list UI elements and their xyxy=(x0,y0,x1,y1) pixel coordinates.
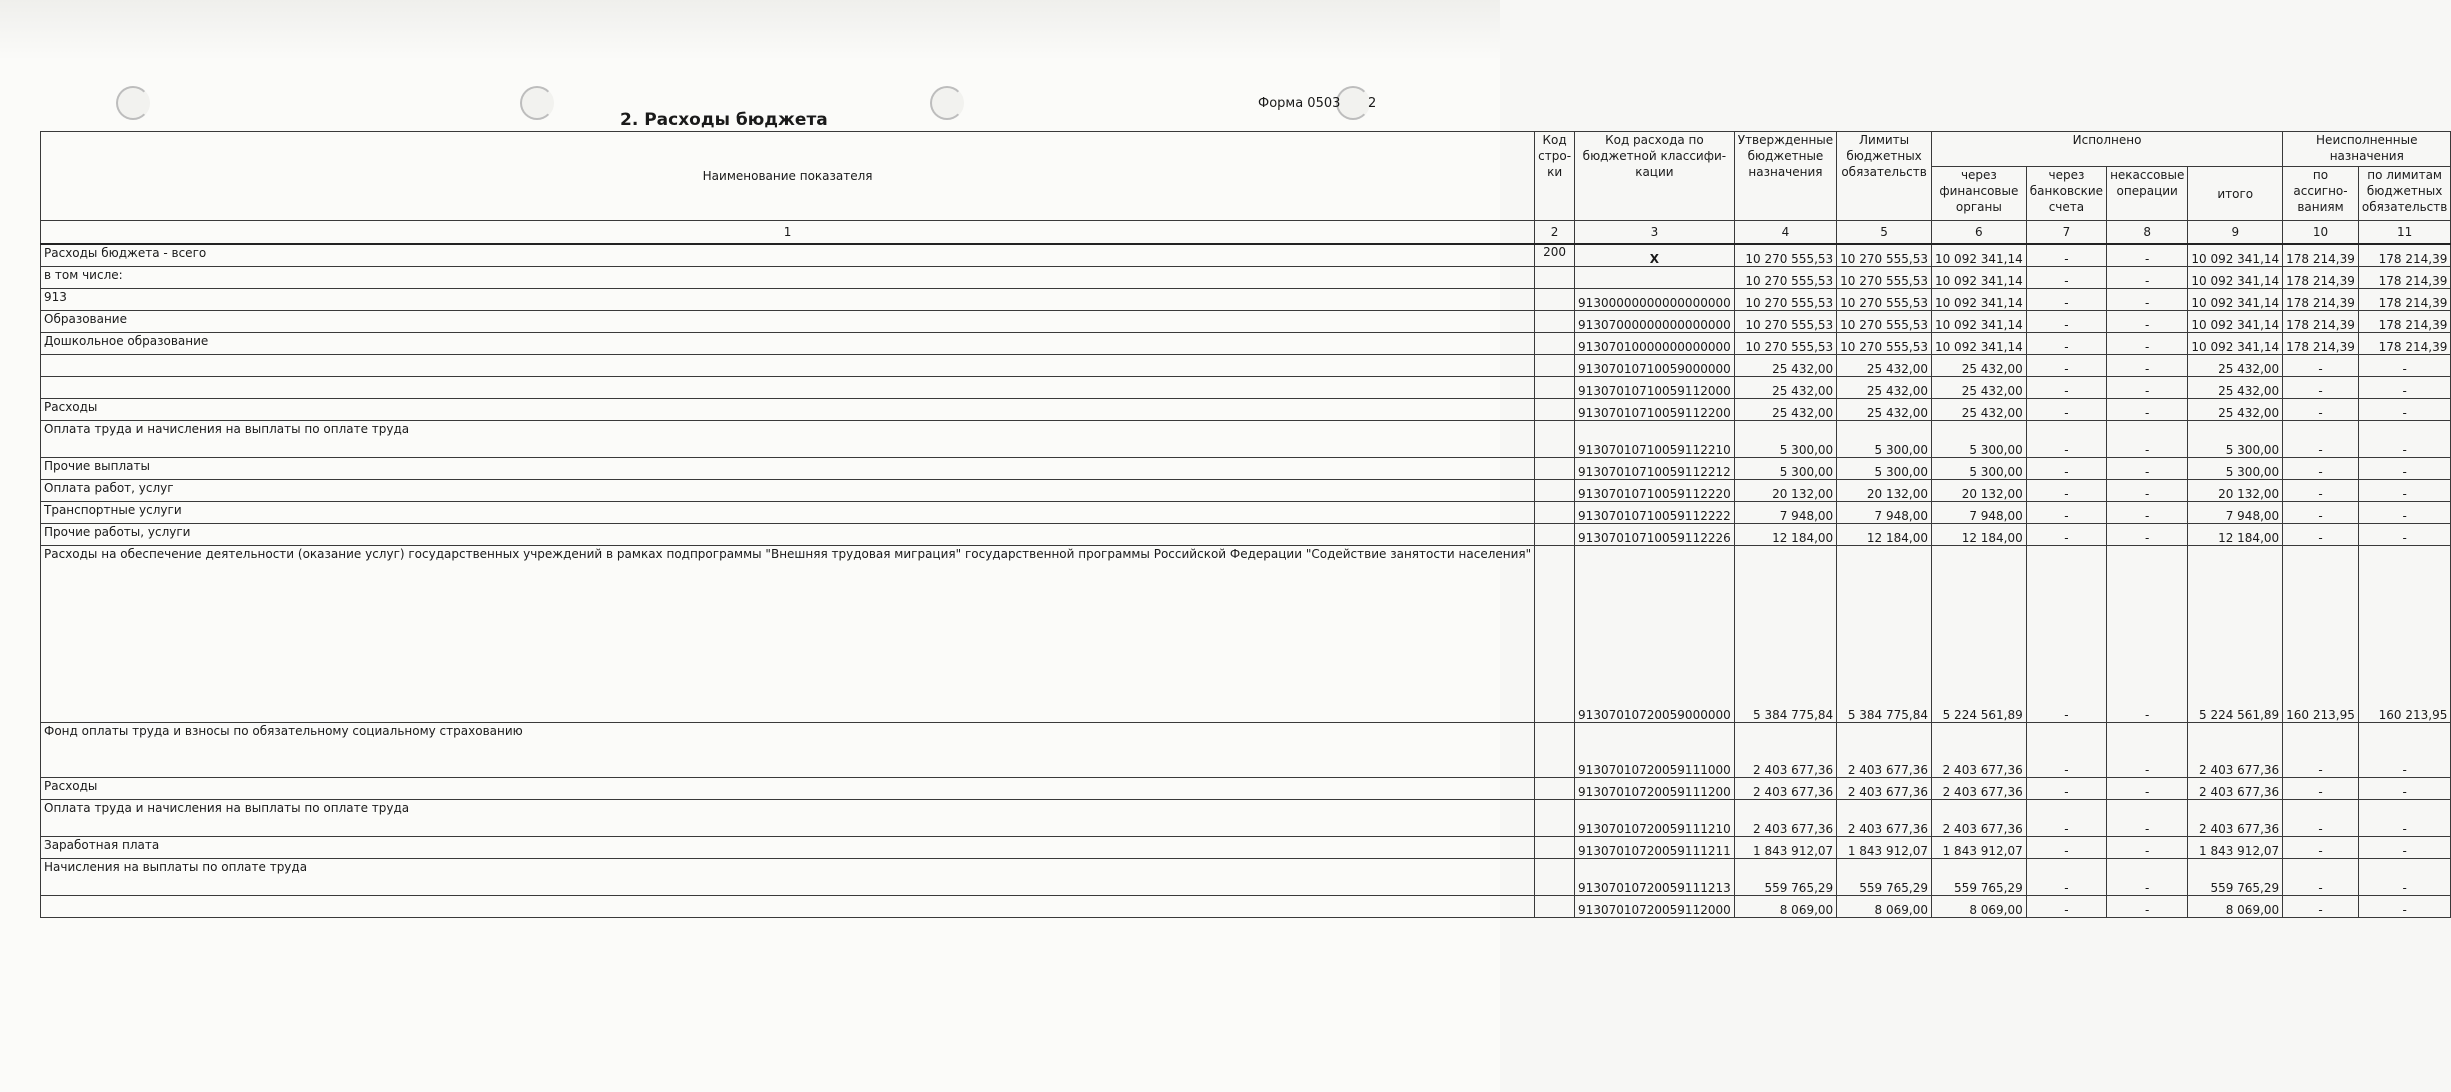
row-line-code xyxy=(1535,546,1575,723)
row-exec-fin: 10 092 341,14 xyxy=(1931,289,2026,311)
punch-hole-icon xyxy=(930,86,964,120)
row-unexec-assign: 178 214,39 xyxy=(2283,244,2359,267)
row-approved: 10 270 555,53 xyxy=(1734,244,1836,267)
row-approved: 12 184,00 xyxy=(1734,524,1836,546)
row-exec-bank: - xyxy=(2026,289,2106,311)
table-row xyxy=(41,333,2451,355)
row-unexec-limits: - xyxy=(2358,837,2450,859)
row-unexec-assign: 178 214,39 xyxy=(2283,267,2359,289)
col-total-header: итого xyxy=(2188,167,2283,221)
row-name: в том числе: xyxy=(41,267,1535,289)
table-row xyxy=(41,421,2451,458)
col-assign-header: по ассигно- ваниям xyxy=(2283,167,2359,221)
row-name: Прочие выплаты xyxy=(41,458,1535,480)
row-exec-noncash: - xyxy=(2107,837,2188,859)
row-approved: 25 432,00 xyxy=(1734,377,1836,399)
col-number: 2 xyxy=(1535,221,1575,245)
row-unexec-limits: - xyxy=(2358,800,2450,837)
row-name: Оплата труда и начисления на выплаты по оплате труда xyxy=(41,800,1535,837)
row-exec-fin: 10 092 341,14 xyxy=(1931,244,2026,267)
row-approved: 10 270 555,53 xyxy=(1734,311,1836,333)
table-row xyxy=(41,289,2451,311)
row-limits: 5 300,00 xyxy=(1837,421,1932,458)
row-line-code xyxy=(1535,333,1575,355)
row-exec-total: 12 184,00 xyxy=(2188,524,2283,546)
row-exec-total: 10 092 341,14 xyxy=(2188,311,2283,333)
row-exec-total: 10 092 341,14 xyxy=(2188,289,2283,311)
table-row xyxy=(41,546,2451,723)
row-unexec-limits: - xyxy=(2358,778,2450,800)
row-exec-bank: - xyxy=(2026,546,2106,723)
row-unexec-assign: 178 214,39 xyxy=(2283,289,2359,311)
row-line-code xyxy=(1535,289,1575,311)
row-exec-noncash: - xyxy=(2107,421,2188,458)
col-noncash-header: некассовые операции xyxy=(2107,167,2188,221)
row-approved: 1 843 912,07 xyxy=(1734,837,1836,859)
row-exec-total: 2 403 677,36 xyxy=(2188,778,2283,800)
row-name: Заработная плата xyxy=(41,837,1535,859)
row-exec-noncash: - xyxy=(2107,723,2188,778)
row-budget-code: 91307010710059112220 xyxy=(1575,480,1735,502)
row-exec-noncash: - xyxy=(2107,333,2188,355)
row-budget-code: 91300000000000000000 xyxy=(1575,289,1735,311)
col-number: 5 xyxy=(1837,221,1932,245)
row-exec-noncash: - xyxy=(2107,546,2188,723)
row-name: Фонд оплаты труда и взносы по обязательному социальному страхованию xyxy=(41,723,1535,778)
row-exec-noncash: - xyxy=(2107,289,2188,311)
row-limits: 25 432,00 xyxy=(1837,355,1932,377)
row-exec-noncash: - xyxy=(2107,480,2188,502)
row-exec-fin: 8 069,00 xyxy=(1931,896,2026,918)
row-unexec-assign: - xyxy=(2283,778,2359,800)
row-unexec-limits: - xyxy=(2358,723,2450,778)
row-line-code xyxy=(1535,355,1575,377)
row-line-code xyxy=(1535,524,1575,546)
row-line-code xyxy=(1535,458,1575,480)
table-body xyxy=(41,244,2451,918)
table-row xyxy=(41,723,2451,778)
row-budget-code: 91307010720059112000 xyxy=(1575,896,1735,918)
row-unexec-limits: - xyxy=(2358,458,2450,480)
sheet-number: 2 xyxy=(1368,96,1377,111)
row-exec-noncash: - xyxy=(2107,267,2188,289)
row-unexec-assign: - xyxy=(2283,896,2359,918)
row-name: Оплата работ, услуг xyxy=(41,480,1535,502)
row-approved: 2 403 677,36 xyxy=(1734,778,1836,800)
row-budget-code: 91307010710059112222 xyxy=(1575,502,1735,524)
row-approved: 559 765,29 xyxy=(1734,859,1836,896)
column-numbers-row xyxy=(41,221,2451,245)
row-unexec-assign: 160 213,95 xyxy=(2283,546,2359,723)
row-name xyxy=(41,896,1535,918)
table-row xyxy=(41,480,2451,502)
row-unexec-assign: - xyxy=(2283,859,2359,896)
col-number: 8 xyxy=(2107,221,2188,245)
row-exec-fin: 7 948,00 xyxy=(1931,502,2026,524)
row-name: Начисления на выплаты по оплате труда xyxy=(41,859,1535,896)
row-unexec-limits: - xyxy=(2358,421,2450,458)
row-budget-code: 91307010710059112200 xyxy=(1575,399,1735,421)
row-exec-total: 10 092 341,14 xyxy=(2188,267,2283,289)
row-approved: 20 132,00 xyxy=(1734,480,1836,502)
row-approved: 25 432,00 xyxy=(1734,399,1836,421)
row-exec-bank: - xyxy=(2026,480,2106,502)
row-unexec-assign: 178 214,39 xyxy=(2283,333,2359,355)
row-budget-code: 91307010720059111213 xyxy=(1575,859,1735,896)
row-unexec-limits: - xyxy=(2358,859,2450,896)
row-name: Расходы xyxy=(41,399,1535,421)
row-exec-bank: - xyxy=(2026,896,2106,918)
table-row xyxy=(41,355,2451,377)
col-number: 3 xyxy=(1575,221,1735,245)
row-unexec-assign: 178 214,39 xyxy=(2283,311,2359,333)
row-exec-fin: 5 300,00 xyxy=(1931,421,2026,458)
row-exec-fin: 25 432,00 xyxy=(1931,355,2026,377)
col-number: 9 xyxy=(2188,221,2283,245)
col-line-header: Код стро- ки xyxy=(1535,132,1575,221)
row-limits: 12 184,00 xyxy=(1837,524,1932,546)
row-unexec-assign: - xyxy=(2283,723,2359,778)
row-exec-fin: 5 224 561,89 xyxy=(1931,546,2026,723)
row-unexec-limits: 178 214,39 xyxy=(2358,333,2450,355)
row-approved: 10 270 555,53 xyxy=(1734,333,1836,355)
row-unexec-assign: - xyxy=(2283,800,2359,837)
row-exec-bank: - xyxy=(2026,244,2106,267)
row-exec-fin: 2 403 677,36 xyxy=(1931,723,2026,778)
row-exec-noncash: - xyxy=(2107,458,2188,480)
row-name: Расходы на обеспечение деятельности (оказание услуг) государственных учреждений в рамках подпрограммы "Внешняя трудовая миграция" государственной программы Российской Федерации "Содействие занятости населения" xyxy=(41,546,1535,723)
row-exec-bank: - xyxy=(2026,837,2106,859)
row-exec-fin: 20 132,00 xyxy=(1931,480,2026,502)
row-limits: 10 270 555,53 xyxy=(1837,244,1932,267)
row-exec-total: 2 403 677,36 xyxy=(2188,800,2283,837)
row-unexec-assign: - xyxy=(2283,837,2359,859)
row-line-code xyxy=(1535,896,1575,918)
row-exec-bank: - xyxy=(2026,723,2106,778)
row-limits: 1 843 912,07 xyxy=(1837,837,1932,859)
row-approved: 5 300,00 xyxy=(1734,458,1836,480)
row-name: Расходы бюджета - всего xyxy=(41,244,1535,267)
row-exec-noncash: - xyxy=(2107,377,2188,399)
row-exec-noncash: - xyxy=(2107,896,2188,918)
row-budget-code: 91307010720059111211 xyxy=(1575,837,1735,859)
row-budget-code xyxy=(1575,267,1735,289)
row-approved: 5 384 775,84 xyxy=(1734,546,1836,723)
row-limits: 2 403 677,36 xyxy=(1837,778,1932,800)
row-exec-noncash: - xyxy=(2107,355,2188,377)
row-limits: 7 948,00 xyxy=(1837,502,1932,524)
row-line-code xyxy=(1535,267,1575,289)
row-name: Образование xyxy=(41,311,1535,333)
row-approved: 2 403 677,36 xyxy=(1734,723,1836,778)
row-exec-fin: 12 184,00 xyxy=(1931,524,2026,546)
row-line-code xyxy=(1535,723,1575,778)
row-exec-bank: - xyxy=(2026,502,2106,524)
row-budget-code: 91307010710059112210 xyxy=(1575,421,1735,458)
col-approved-header: Утвержденные бюджетные назначения xyxy=(1734,132,1836,221)
row-exec-fin: 1 843 912,07 xyxy=(1931,837,2026,859)
table-row xyxy=(41,778,2451,800)
row-exec-fin: 2 403 677,36 xyxy=(1931,800,2026,837)
page-title: 2. Расходы бюджета xyxy=(620,110,828,130)
row-exec-total: 1 843 912,07 xyxy=(2188,837,2283,859)
col-number: 6 xyxy=(1931,221,2026,245)
row-unexec-limits: - xyxy=(2358,355,2450,377)
table-row xyxy=(41,244,2451,267)
row-unexec-assign: - xyxy=(2283,377,2359,399)
row-budget-code: 91307010710059000000 xyxy=(1575,355,1735,377)
row-exec-total: 7 948,00 xyxy=(2188,502,2283,524)
form-label: Форма 0503 xyxy=(1258,96,1341,111)
col-fin-header: через финансовые органы xyxy=(1931,167,2026,221)
row-name: Расходы xyxy=(41,778,1535,800)
row-limits: 10 270 555,53 xyxy=(1837,267,1932,289)
col-number: 1 xyxy=(41,221,1535,245)
row-approved: 10 270 555,53 xyxy=(1734,267,1836,289)
row-exec-noncash: - xyxy=(2107,502,2188,524)
table-row xyxy=(41,896,2451,918)
row-exec-bank: - xyxy=(2026,377,2106,399)
row-limits: 10 270 555,53 xyxy=(1837,333,1932,355)
row-exec-bank: - xyxy=(2026,859,2106,896)
row-line-code xyxy=(1535,421,1575,458)
punch-hole-icon xyxy=(520,86,554,120)
row-exec-total: 559 765,29 xyxy=(2188,859,2283,896)
row-exec-noncash: - xyxy=(2107,244,2188,267)
col-number: 4 xyxy=(1734,221,1836,245)
row-exec-bank: - xyxy=(2026,355,2106,377)
row-name: Транспортные услуги xyxy=(41,502,1535,524)
row-unexec-limits: - xyxy=(2358,377,2450,399)
row-name: 913 xyxy=(41,289,1535,311)
row-budget-code: 91307010720059000000 xyxy=(1575,546,1735,723)
row-exec-noncash: - xyxy=(2107,859,2188,896)
table-row xyxy=(41,311,2451,333)
row-exec-bank: - xyxy=(2026,311,2106,333)
row-exec-noncash: - xyxy=(2107,800,2188,837)
row-line-code xyxy=(1535,480,1575,502)
row-name: Прочие работы, услуги xyxy=(41,524,1535,546)
table-row xyxy=(41,377,2451,399)
row-exec-bank: - xyxy=(2026,778,2106,800)
col-bank-header: через банковские счета xyxy=(2026,167,2106,221)
row-line-code xyxy=(1535,837,1575,859)
table-row xyxy=(41,800,2451,837)
row-limits: 25 432,00 xyxy=(1837,377,1932,399)
row-exec-bank: - xyxy=(2026,458,2106,480)
row-limits: 10 270 555,53 xyxy=(1837,289,1932,311)
row-unexec-limits: - xyxy=(2358,896,2450,918)
row-line-code xyxy=(1535,502,1575,524)
row-budget-code: 91307010000000000000 xyxy=(1575,333,1735,355)
row-exec-bank: - xyxy=(2026,800,2106,837)
row-budget-code: 91307010720059111210 xyxy=(1575,800,1735,837)
col-limits-header: Лимиты бюджетных обязательств xyxy=(1837,132,1932,221)
row-exec-noncash: - xyxy=(2107,524,2188,546)
header-row xyxy=(41,132,2451,167)
row-exec-fin: 559 765,29 xyxy=(1931,859,2026,896)
row-exec-total: 5 224 561,89 xyxy=(2188,546,2283,723)
row-approved: 10 270 555,53 xyxy=(1734,289,1836,311)
row-limits: 2 403 677,36 xyxy=(1837,723,1932,778)
row-unexec-assign: - xyxy=(2283,480,2359,502)
row-unexec-limits: 178 214,39 xyxy=(2358,244,2450,267)
punch-hole-icon xyxy=(116,86,150,120)
col-number: 10 xyxy=(2283,221,2359,245)
row-exec-noncash: - xyxy=(2107,399,2188,421)
row-limits: 559 765,29 xyxy=(1837,859,1932,896)
row-exec-bank: - xyxy=(2026,524,2106,546)
row-exec-bank: - xyxy=(2026,267,2106,289)
row-exec-total: 20 132,00 xyxy=(2188,480,2283,502)
col-code-header: Код расхода по бюджетной классифи- кации xyxy=(1575,132,1735,221)
row-line-code: 200 xyxy=(1535,244,1575,267)
row-exec-total: 25 432,00 xyxy=(2188,399,2283,421)
row-exec-total: 25 432,00 xyxy=(2188,355,2283,377)
row-name xyxy=(41,355,1535,377)
row-unexec-assign: - xyxy=(2283,399,2359,421)
row-budget-code: 91307010710059112226 xyxy=(1575,524,1735,546)
row-limits: 2 403 677,36 xyxy=(1837,800,1932,837)
row-approved: 8 069,00 xyxy=(1734,896,1836,918)
row-line-code xyxy=(1535,859,1575,896)
row-unexec-assign: - xyxy=(2283,502,2359,524)
table-row xyxy=(41,458,2451,480)
expenses-table xyxy=(40,131,2451,918)
row-budget-code: 91307000000000000000 xyxy=(1575,311,1735,333)
row-limits: 5 300,00 xyxy=(1837,458,1932,480)
executed-group-header: Исполнено xyxy=(1931,132,2282,167)
table-row xyxy=(41,267,2451,289)
col-number: 11 xyxy=(2358,221,2450,245)
col-name-header: Наименование показателя xyxy=(41,132,1535,221)
row-exec-total: 5 300,00 xyxy=(2188,421,2283,458)
row-exec-fin: 10 092 341,14 xyxy=(1931,311,2026,333)
row-exec-bank: - xyxy=(2026,399,2106,421)
row-approved: 2 403 677,36 xyxy=(1734,800,1836,837)
row-line-code xyxy=(1535,778,1575,800)
row-exec-total: 10 092 341,14 xyxy=(2188,333,2283,355)
row-limits: 5 384 775,84 xyxy=(1837,546,1932,723)
row-unexec-assign: - xyxy=(2283,421,2359,458)
row-exec-total: 5 300,00 xyxy=(2188,458,2283,480)
row-line-code xyxy=(1535,311,1575,333)
row-exec-total: 10 092 341,14 xyxy=(2188,244,2283,267)
row-name: Оплата труда и начисления на выплаты по оплате труда xyxy=(41,421,1535,458)
table-row xyxy=(41,502,2451,524)
row-budget-code: 91307010710059112000 xyxy=(1575,377,1735,399)
row-exec-bank: - xyxy=(2026,421,2106,458)
row-unexec-limits: 160 213,95 xyxy=(2358,546,2450,723)
punch-hole-icon xyxy=(1336,86,1370,120)
table-row xyxy=(41,837,2451,859)
row-unexec-limits: - xyxy=(2358,502,2450,524)
row-line-code xyxy=(1535,377,1575,399)
row-unexec-assign: - xyxy=(2283,355,2359,377)
row-limits: 20 132,00 xyxy=(1837,480,1932,502)
row-limits: 8 069,00 xyxy=(1837,896,1932,918)
col-number: 7 xyxy=(2026,221,2106,245)
row-limits: 25 432,00 xyxy=(1837,399,1932,421)
row-line-code xyxy=(1535,399,1575,421)
row-approved: 7 948,00 xyxy=(1734,502,1836,524)
row-exec-fin: 2 403 677,36 xyxy=(1931,778,2026,800)
row-exec-total: 2 403 677,36 xyxy=(2188,723,2283,778)
row-exec-total: 8 069,00 xyxy=(2188,896,2283,918)
col-limit-unexec-header: по лимитам бюджетных обязательств xyxy=(2358,167,2450,221)
row-exec-bank: - xyxy=(2026,333,2106,355)
row-exec-fin: 10 092 341,14 xyxy=(1931,267,2026,289)
row-unexec-limits: 178 214,39 xyxy=(2358,311,2450,333)
row-budget-code: X xyxy=(1575,244,1735,267)
row-unexec-limits: 178 214,39 xyxy=(2358,267,2450,289)
row-budget-code: 91307010720059111200 xyxy=(1575,778,1735,800)
row-unexec-assign: - xyxy=(2283,458,2359,480)
row-exec-fin: 25 432,00 xyxy=(1931,399,2026,421)
row-name xyxy=(41,377,1535,399)
row-approved: 5 300,00 xyxy=(1734,421,1836,458)
row-unexec-limits: - xyxy=(2358,524,2450,546)
row-budget-code: 91307010720059111000 xyxy=(1575,723,1735,778)
row-name: Дошкольное образование xyxy=(41,333,1535,355)
row-unexec-limits: - xyxy=(2358,399,2450,421)
row-exec-fin: 5 300,00 xyxy=(1931,458,2026,480)
row-unexec-limits: - xyxy=(2358,480,2450,502)
row-line-code xyxy=(1535,800,1575,837)
unexecuted-group-header: Неисполненные назначения xyxy=(2283,132,2451,167)
table-row xyxy=(41,524,2451,546)
table-row xyxy=(41,859,2451,896)
row-exec-noncash: - xyxy=(2107,311,2188,333)
row-budget-code: 91307010710059112212 xyxy=(1575,458,1735,480)
row-approved: 25 432,00 xyxy=(1734,355,1836,377)
row-unexec-assign: - xyxy=(2283,524,2359,546)
table-row xyxy=(41,399,2451,421)
row-unexec-limits: 178 214,39 xyxy=(2358,289,2450,311)
row-exec-noncash: - xyxy=(2107,778,2188,800)
row-limits: 10 270 555,53 xyxy=(1837,311,1932,333)
row-exec-fin: 10 092 341,14 xyxy=(1931,333,2026,355)
row-exec-total: 25 432,00 xyxy=(2188,377,2283,399)
row-exec-fin: 25 432,00 xyxy=(1931,377,2026,399)
